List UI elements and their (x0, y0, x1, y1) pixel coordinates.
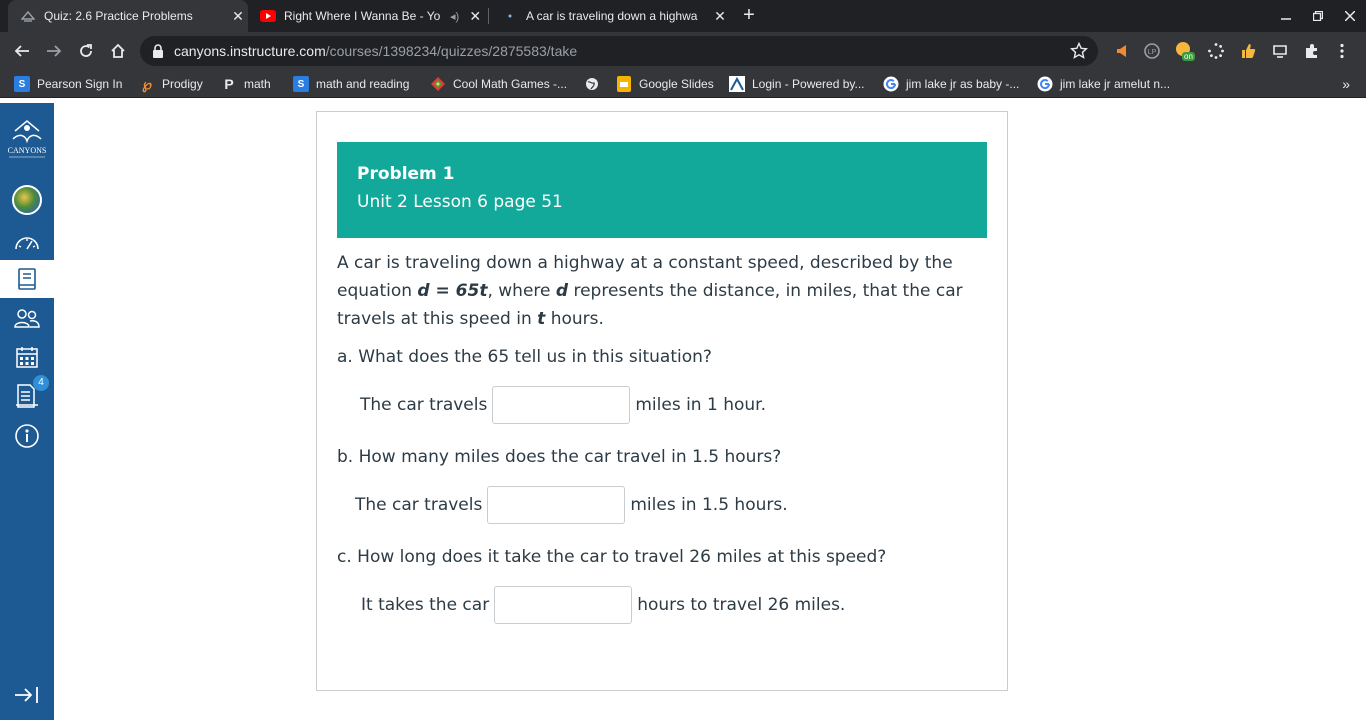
lock-icon[interactable] (152, 44, 164, 58)
equation: d = 65t (417, 281, 488, 301)
google-icon (1037, 76, 1053, 92)
extension-lp-icon[interactable] (1142, 41, 1162, 61)
new-tab-button[interactable]: + (743, 4, 755, 26)
variable-d: d (555, 281, 569, 301)
groups-icon (13, 307, 41, 329)
bookmark-math-and-reading[interactable] (293, 75, 409, 93)
bookmark-label: Pearson Sign In (37, 77, 123, 91)
bookmark-label: math (244, 77, 271, 91)
bookmark-prodigy[interactable] (139, 75, 203, 93)
question-stem (337, 249, 987, 333)
bookmark-label: Prodigy (162, 77, 203, 91)
variable-t: t (537, 309, 546, 329)
globe-icon (584, 76, 600, 92)
restore-icon[interactable] (1302, 0, 1334, 32)
bookmarks-bar (0, 70, 1366, 98)
courses-book-icon (17, 267, 37, 291)
answer-input-a[interactable] (492, 386, 630, 424)
bookmark-login-powered-by[interactable] (729, 75, 865, 93)
extension-megaphone-icon[interactable] (1112, 41, 1132, 61)
bookmark-label: Login - Powered by... (752, 77, 865, 91)
login-icon (729, 76, 745, 92)
answer-prefix: The car travels (355, 495, 483, 515)
answer-row-b (355, 486, 788, 524)
url-path: /courses/1398234/quizzes/2875583/take (325, 43, 578, 59)
browser-tab-strip (0, 0, 1366, 32)
nav-help[interactable] (0, 417, 54, 455)
loading-icon (502, 8, 518, 24)
stem-text: hours. (545, 309, 604, 329)
answer-suffix: miles in 1 hour. (635, 395, 766, 415)
p-icon: P (224, 76, 234, 92)
nav-groups[interactable] (0, 299, 54, 337)
reload-button[interactable] (72, 37, 100, 65)
inbox-unread-badge: 4 (33, 375, 49, 391)
extension-spinner-icon[interactable] (1206, 41, 1226, 61)
prodigy-icon: ℘ (142, 75, 152, 92)
answer-input-c[interactable] (494, 586, 632, 624)
slides-icon (616, 76, 632, 92)
canvas-favicon-icon (20, 8, 36, 24)
address-bar[interactable] (140, 36, 1098, 66)
close-tab-icon[interactable]: ✕ (714, 7, 726, 24)
svg-text:LP: LP (1147, 49, 1157, 56)
bookmark-google-slides[interactable] (616, 75, 714, 93)
canyons-logo[interactable] (3, 113, 51, 165)
tab-current-question[interactable] (490, 0, 730, 32)
problem-subtitle: Unit 2 Lesson 6 page 51 (357, 192, 563, 212)
stem-text: represents the distance, in miles, that the car travels at this speed in (337, 281, 963, 329)
bookmark-math[interactable] (221, 75, 271, 93)
url-domain: canyons.instructure.com (174, 43, 326, 59)
extension-toggle-icon[interactable] (1174, 41, 1194, 61)
pearson-icon: S (14, 76, 30, 92)
bookmark-star-icon[interactable] (1070, 42, 1088, 60)
back-arrow-icon (14, 43, 30, 59)
bookmark-label: Cool Math Games -... (453, 77, 568, 91)
bookmark-globe[interactable] (584, 75, 607, 93)
youtube-icon (260, 8, 276, 24)
bookmark-label: jim lake jr amelut n... (1060, 77, 1171, 91)
tab-separator (488, 8, 489, 24)
forward-arrow-icon (46, 43, 62, 59)
extension-cast-icon[interactable] (1270, 41, 1290, 61)
help-info-icon (14, 423, 40, 449)
answer-prefix: The car travels (360, 395, 488, 415)
tab-title: A car is traveling down a highwa (526, 9, 698, 23)
extension-thumbs-up-icon[interactable] (1238, 41, 1258, 61)
answer-input-b[interactable] (487, 486, 625, 524)
google-icon (883, 76, 899, 92)
problem-header (337, 142, 987, 238)
close-window-icon[interactable] (1334, 0, 1366, 32)
browser-toolbar (0, 32, 1366, 70)
url-text[interactable] (174, 43, 577, 59)
extensions-puzzle-icon[interactable] (1302, 41, 1322, 61)
more-bookmarks-icon[interactable]: » (1342, 76, 1350, 92)
dashboard-icon (14, 232, 40, 252)
tab-title: Quiz: 2.6 Practice Problems (44, 9, 193, 23)
minimize-icon[interactable] (1270, 0, 1302, 32)
stem-text: A car is traveling down a highway at a constant speed, described by the equation (337, 253, 953, 301)
answer-row-c (361, 586, 845, 624)
global-navigation (0, 103, 54, 720)
nav-inbox[interactable] (0, 377, 54, 415)
close-tab-icon[interactable]: ✕ (469, 7, 482, 24)
bookmark-label: jim lake jr as baby -... (906, 77, 1020, 91)
calendar-icon (15, 345, 39, 369)
tab-title: Right Where I Wanna Be - Yo (284, 9, 441, 23)
reload-icon (78, 43, 94, 59)
answer-suffix: miles in 1.5 hours. (630, 495, 788, 515)
answer-row-a (360, 386, 766, 424)
tab-youtube[interactable] (248, 0, 488, 32)
home-icon (110, 43, 126, 59)
forward-button[interactable] (40, 37, 68, 65)
browser-menu-icon[interactable] (1332, 41, 1352, 61)
avatar (12, 185, 42, 215)
question-a-prompt: a. What does the 65 tell us in this situation? (337, 347, 712, 367)
answer-prefix: It takes the car (361, 595, 490, 615)
bookmark-label: math and reading (316, 77, 410, 91)
nav-dashboard[interactable] (0, 223, 54, 261)
bookmark-jim-lake-baby[interactable] (883, 75, 1019, 93)
question-b-prompt: b. How many miles does the car travel in 1.5 hours? (337, 447, 782, 467)
answer-suffix: hours to travel 26 miles. (637, 595, 846, 615)
extension-on-badge: on (1184, 52, 1193, 61)
bookmark-cool-math-games[interactable] (430, 75, 567, 93)
home-button[interactable] (104, 37, 132, 65)
nav-calendar[interactable] (0, 338, 54, 376)
nav-account[interactable] (0, 181, 54, 219)
expand-nav-icon (13, 685, 41, 705)
question-c-prompt: c. How long does it take the car to travel 26 miles at this speed? (337, 547, 887, 567)
audio-playing-icon[interactable]: ◂) (450, 10, 460, 23)
pearson-icon: S (293, 76, 309, 92)
nav-collapse[interactable] (0, 676, 54, 714)
bookmark-label: Google Slides (639, 77, 714, 91)
tab-quiz[interactable] (8, 0, 248, 32)
coolmath-icon (430, 76, 446, 92)
problem-title: Problem 1 (357, 164, 455, 184)
close-tab-icon[interactable]: ✕ (232, 7, 244, 24)
back-button[interactable] (8, 37, 36, 65)
bookmark-jim-lake-amelut[interactable] (1037, 75, 1170, 93)
bookmark-pearson-sign-in[interactable] (14, 75, 122, 93)
stem-text: , where (487, 281, 556, 301)
logo-text: CANYONS (7, 146, 47, 155)
nav-courses[interactable] (0, 260, 54, 298)
